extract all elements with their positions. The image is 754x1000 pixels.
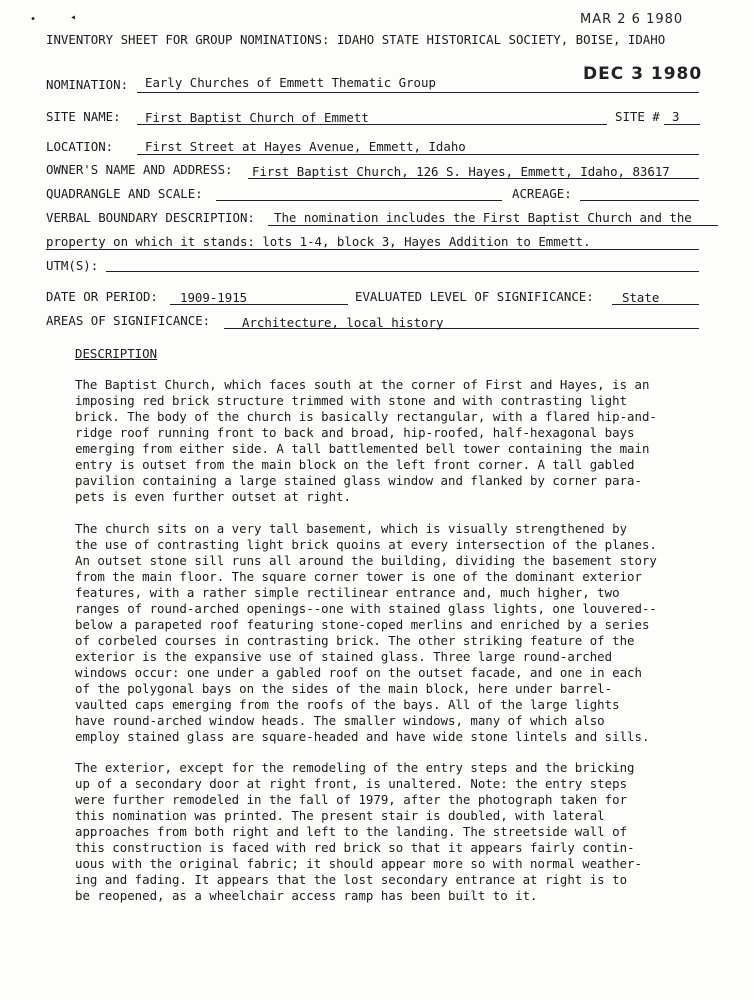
description-paragraph-2 [75,521,715,745]
text-line: vaulted caps emerging from the roofs of the bays. All of the large lights [75,697,620,712]
evaluated-value: State [622,290,660,305]
nomination-value: Early Churches of Emmett Thematic Group [145,75,436,90]
owner-label: OWNER'S NAME AND ADDRESS: [46,162,233,177]
text-line: be reopened, as a wheelchair access ramp has been built to it. [75,888,538,903]
text-line: ridge roof running front to back and broad, hip-roofed, half-hexagonal bays [75,425,635,440]
areas-value: Architecture, local history [242,315,444,330]
text-line: The church sits on a very tall basement, which is visually strengthened by [75,521,628,536]
utm-label: UTM(S): [46,258,99,273]
form-header: INVENTORY SHEET FOR GROUP NOMINATIONS: IDAHO STATE HISTORICAL SOCIETY, BOISE, IDAHO [46,32,666,47]
text-line: of corbeled courses in contrasting brick. The other striking feature of the [75,633,635,648]
site-name-underline [137,124,607,125]
description-heading: DESCRIPTION [75,346,158,361]
date-label: DATE OR PERIOD: [46,289,158,304]
text-line: exterior is the expansive use of stained glass. Three large round-arched [75,649,613,664]
text-line: from the main floor. The square corner tower is one of the dominant exterior [75,569,642,584]
owner-value: First Baptist Church, 126 S. Hayes, Emmett, Idaho, 83617 [252,164,670,179]
verbal-boundary-value-line1: The nomination includes the First Baptist Church and the [274,210,692,225]
text-line: features, with a rather simple rectilinear entrance and, much higher, two [75,585,620,600]
quadrangle-label: QUADRANGLE AND SCALE: [46,186,203,201]
verbal-boundary-label: VERBAL BOUNDARY DESCRIPTION: [46,210,255,225]
site-number-value: 3 [672,109,680,124]
text-line: have round-arched window heads. The smaller windows, many of which also [75,713,605,728]
site-number-underline [664,124,700,125]
nomination-underline [137,92,699,93]
location-label: LOCATION: [46,139,114,154]
text-line: up of a secondary door at right front, is unaltered. Note: the entry steps [75,776,628,791]
quadrangle-underline [216,200,502,201]
site-name-value: First Baptist Church of Emmett [145,110,369,125]
nomination-label: NOMINATION: [46,77,129,92]
text-line: pets is even further outset at right. [75,489,352,504]
text-line: this construction is faced with red brick so that it appears fairly contin- [75,840,635,855]
areas-underline [224,328,699,329]
text-line: pavilion containing a large stained glass window and flanked by corner para- [75,473,642,488]
evaluated-label: EVALUATED LEVEL OF SIGNIFICANCE: [355,289,594,304]
text-line: below a parapeted roof featuring stone-coped merlins and enriched by a series [75,617,650,632]
areas-label: AREAS OF SIGNIFICANCE: [46,313,211,328]
corner-mark: ◂ [70,12,77,23]
date-value: 1909-1915 [180,290,248,305]
text-line: imposing red brick structure trimmed with stone and with contrasting light [75,393,628,408]
acreage-underline [580,200,699,201]
verbal-boundary-value-line2: property on which it stands: lots 1-4, block 3, Hayes Addition to Emmett. [46,234,591,249]
text-line: uous with the original fabric; it should appear more so with normal weather- [75,856,642,871]
text-line: of the polygonal bays on the sides of the main block, here under barrel- [75,681,613,696]
acreage-label: ACREAGE: [512,186,572,201]
received-date-stamp: MAR 2 6 1980 [580,12,684,27]
location-value: First Street at Hayes Avenue, Emmett, Idaho [145,139,466,154]
text-line: approaches from both right and left to the landing. The streetside wall of [75,824,628,839]
description-paragraph-3 [75,760,715,904]
utm-underline [106,271,699,272]
entered-date-stamp: DEC 3 1980 [583,64,703,84]
text-line: ing and fading. It appears that the lost secondary entrance at right is to [75,872,628,887]
owner-underline [248,178,699,179]
text-line: employ stained glass are square-headed and have wide stone lintels and sills. [75,729,650,744]
date-underline [170,304,348,305]
text-line: this nomination was printed. The present stair is doubled, with lateral [75,808,605,823]
verbal-boundary-underline-1 [268,225,718,226]
site-number-label: SITE # [615,109,660,124]
text-line: windows occur: one under a gabled roof on the outset facade, and one in each [75,665,642,680]
evaluated-underline [612,304,699,305]
description-paragraph-1 [75,377,715,505]
text-line: emerging from either side. A tall battlemented bell tower containing the main [75,441,650,456]
text-line: The exterior, except for the remodeling of the entry steps and the bricking [75,760,635,775]
text-line: brick. The body of the church is basically rectangular, with a flared hip-and- [75,409,657,424]
location-underline [137,154,699,155]
corner-mark: • [30,14,37,25]
site-name-label: SITE NAME: [46,109,121,124]
text-line: An outset stone sill runs all around the building, dividing the basement story [75,553,657,568]
text-line: were further remodeled in the fall of 1979, after the photograph taken for [75,792,628,807]
verbal-boundary-underline-2 [46,249,699,250]
text-line: The Baptist Church, which faces south at the corner of First and Hayes, is an [75,377,650,392]
text-line: the use of contrasting light brick quoins at every intersection of the planes. [75,537,657,552]
text-line: ranges of round-arched openings--one with stained glass lights, one louvered-- [75,601,657,616]
text-line: entry is outset from the main block on the left front corner. A tall gabled [75,457,635,472]
